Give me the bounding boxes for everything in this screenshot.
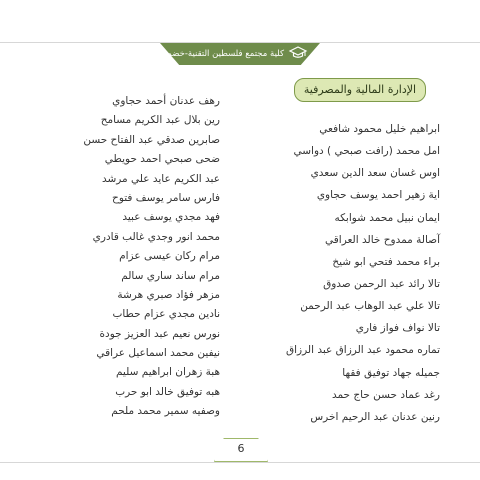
list-item: تالا رائد عبد الرحمن صدوق	[323, 277, 440, 290]
list-item: فهد مجدي يوسف عبيد	[122, 211, 220, 224]
list-item: ابراهيم خليل محمود شافعي	[319, 123, 440, 135]
graduation-cap-icon	[289, 46, 307, 60]
list-item: رين بلال عبد الكريم مسامح	[100, 114, 220, 127]
list-item: هبه توفيق خالد ابو حرب	[115, 385, 220, 398]
list-item: اوس غسان سعد الدين سعدي	[310, 167, 440, 180]
list-item: نيفين محمد اسماعيل عراقي	[96, 347, 220, 360]
list-item: هبة زهران ابراهيم سليم	[115, 366, 220, 379]
college-title: كلية مجتمع فلسطين التقنية-خضوري	[157, 49, 284, 59]
list-item: امل محمد (رافت صبحي ) دواسي	[293, 145, 440, 158]
top-divider	[0, 42, 480, 43]
list-item: نادين مجدي عزام حطاب	[112, 308, 220, 321]
list-item: رهف عدنان أحمد حجاوي	[112, 95, 220, 107]
list-item: اية زهير احمد يوسف حجاوي	[316, 189, 440, 202]
section-heading: الإدارة المالية والمصرفية	[303, 83, 417, 96]
student-list-left	[40, 92, 220, 422]
student-list-right	[262, 118, 440, 428]
list-item: نورس نعيم عبد العزيز جودة	[99, 327, 220, 340]
list-item: وصفيه سمير محمد ملحم	[111, 405, 220, 418]
bottom-divider	[0, 462, 480, 463]
list-item: مرام ساند ساري سالم	[121, 269, 220, 282]
list-item: رغد عماد حسن حاج حمد	[331, 388, 440, 401]
list-item: ضحى صبحي احمد حويطي	[104, 153, 220, 166]
list-item: صابرين صدقي عبد الفتاح حسن	[83, 133, 220, 146]
list-item: محمد انور وجدي غالب قادري	[92, 230, 220, 243]
list-item: تالا نواف فواز فاري	[355, 322, 440, 335]
list-item: تماره محمود عبد الرزاق عبد الرزاق	[285, 344, 440, 357]
list-item: فارس سامر يوسف فتوح	[112, 191, 220, 204]
list-item: آصالة ممدوح خالد العراقي	[325, 233, 440, 246]
list-item: عبد الكريم عايد علي مرشد	[101, 172, 220, 185]
list-item: براء محمد فتحي ابو شيخ	[332, 255, 440, 268]
list-item: ايمان نبيل محمد شوابكه	[334, 211, 440, 224]
list-item: تالا علي عبد الوهاب عبد الرحمن	[300, 300, 440, 313]
page-number: 6	[237, 442, 245, 455]
list-item: مزهر فؤاد صبري هرشة	[117, 288, 220, 301]
list-item: مرام ركان عيسى عزام	[119, 250, 220, 263]
list-item: رنين عدنان عبد الرحيم اخرس	[310, 410, 440, 423]
list-item: جميله جهاد توفيق فقها	[342, 366, 440, 379]
